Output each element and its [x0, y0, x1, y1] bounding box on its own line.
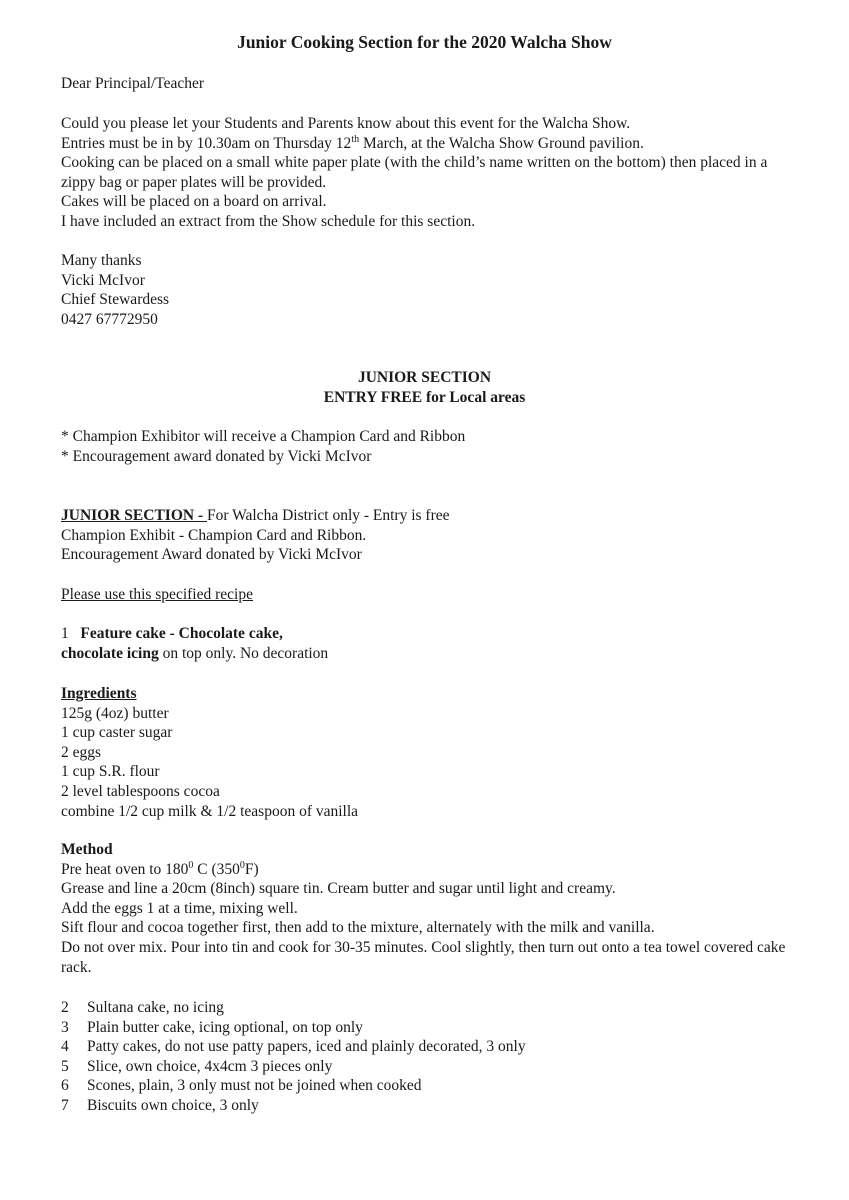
ingredients-heading: Ingredients [61, 685, 137, 702]
class-item [61, 1096, 821, 1116]
document-title: Junior Cooking Section for the 2020 Walcha Show [237, 32, 612, 52]
class-number: 6 [61, 1077, 69, 1095]
method [61, 840, 821, 977]
oven-temp-text-2: C (350 [193, 860, 240, 878]
junior-section-label: JUNIOR SECTION - [61, 507, 207, 524]
class-number: 7 [61, 1096, 69, 1114]
feature-cake [61, 624, 821, 663]
class-item [61, 1018, 821, 1038]
signoff-phone: 0427 67772950 [61, 310, 158, 328]
salutation: Dear Principal/Teacher [61, 75, 205, 92]
degree-mark: 0 [188, 859, 194, 871]
class-number: 5 [61, 1057, 69, 1075]
section-heading [0, 368, 849, 407]
ingredient-item: 125g (4oz) butter [61, 704, 169, 722]
degree-mark: 0 [239, 859, 245, 871]
feature-number: 1 [61, 625, 69, 642]
junior-section [61, 506, 821, 565]
intro-paragraph [61, 114, 821, 232]
classes-list [61, 998, 821, 1116]
class-text: Scones, plain, 3 only must not be joined when cooked [87, 1077, 422, 1095]
class-number: 4 [61, 1038, 69, 1056]
method-line-2: Grease and line a 20cm (8inch) square tin. Cream butter and sugar until light and creamy. [61, 880, 616, 898]
signoff-name: Vicki McIvor [61, 271, 145, 289]
class-item [61, 1037, 821, 1057]
awards-list [61, 427, 821, 466]
method-line-3: Add the eggs 1 at a time, mixing well. [61, 899, 298, 917]
ingredients [61, 684, 821, 821]
method-line-1 [61, 860, 821, 880]
junior-section-line-3: Encouragement Award donated by Vicki McIvor [61, 546, 362, 564]
award-item: * Champion Exhibitor will receive a Champion Card and Ribbon [61, 428, 466, 445]
method-heading: Method [61, 841, 113, 858]
intro-line-2 [61, 134, 821, 154]
entry-deadline-text: Entries must be in by 10.30am on Thursday 12 [61, 134, 352, 152]
ingredient-item: combine 1/2 cup milk & 1/2 teaspoon of vanilla [61, 802, 359, 820]
class-item [61, 1076, 821, 1096]
section-heading-line-2: ENTRY FREE for Local areas [323, 388, 526, 406]
intro-line-4: Cakes will be placed on a board on arrival. [61, 193, 327, 211]
date-suffix: th [351, 133, 360, 145]
class-text: Plain butter cake, icing optional, on top only [87, 1018, 363, 1036]
class-number: 2 [61, 999, 69, 1016]
intro-line-5: I have included an extract from the Show schedule for this section. [61, 212, 476, 230]
class-item [61, 1057, 821, 1077]
feature-icing: chocolate icing [61, 644, 159, 662]
oven-temp-text-3: F) [244, 860, 259, 878]
section-heading-line-1: JUNIOR SECTION [357, 369, 492, 386]
ingredient-item: 2 eggs [61, 743, 102, 761]
recipe-note: Please use this specified recipe [61, 586, 253, 603]
class-text: Slice, own choice, 4x4cm 3 pieces only [87, 1057, 333, 1075]
class-number: 3 [61, 1018, 69, 1036]
signoff-thanks: Many thanks [61, 252, 142, 269]
signoff-role: Chief Stewardess [61, 291, 170, 309]
entry-location-text: March, at the Walcha Show Ground pavilion. [359, 134, 644, 152]
award-item: * Encouragement award donated by Vicki McIvor [61, 447, 372, 465]
feature-cake-line-2 [61, 644, 821, 664]
class-text: Biscuits own choice, 3 only [87, 1096, 259, 1114]
ingredient-item: 2 level tablespoons cocoa [61, 782, 220, 800]
intro-line-3: Cooking can be placed on a small white paper plate (with the child’s name written on the bottom) then placed in a zippy bag or paper plates will be provided. [61, 154, 768, 191]
feature-icing-note: on top only. No decoration [158, 644, 329, 662]
ingredient-item: 1 cup caster sugar [61, 724, 173, 742]
class-text: Patty cakes, do not use patty papers, iced and plainly decorated, 3 only [87, 1038, 526, 1056]
junior-section-line-1 [61, 506, 821, 526]
feature-title: Feature cake - Chocolate cake, [80, 625, 283, 642]
ingredient-item: 1 cup S.R. flour [61, 763, 160, 781]
method-line-4: Sift flour and cocoa together first, then add to the mixture, alternately with the milk and vanilla. [61, 919, 655, 937]
junior-section-eligibility: For Walcha District only - Entry is free [206, 507, 450, 524]
junior-section-line-2: Champion Exhibit - Champion Card and Ribbon. [61, 526, 367, 544]
signoff [61, 251, 821, 329]
method-line-5: Do not over mix. Pour into tin and cook for 30-35 minutes. Cool slightly, then turn out onto a tea towel covered cake rack. [61, 938, 786, 976]
class-text: Sultana cake, no icing [87, 999, 224, 1016]
intro-line-1: Could you please let your Students and Parents know about this event for the Walcha Show. [61, 115, 631, 132]
oven-temp-text: Pre heat oven to 180 [61, 860, 189, 878]
class-item [61, 998, 821, 1018]
feature-cake-line-1 [61, 624, 821, 644]
